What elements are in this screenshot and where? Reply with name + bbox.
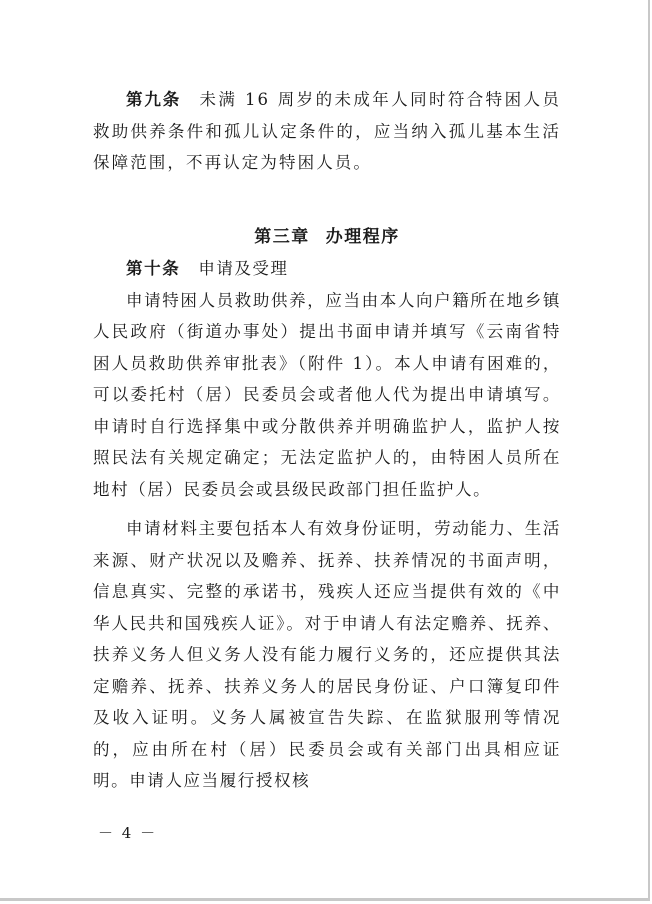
article-10-subtitle: 申请及受理 bbox=[198, 258, 289, 278]
article-9-paragraph bbox=[93, 84, 561, 179]
chapter-number: 第三章 bbox=[254, 226, 310, 247]
article-9-heading: 第九条 bbox=[126, 90, 182, 109]
article-10-paragraph-1: 申请特困人员救助供养，应当由本人向户籍所在地乡镇人民政府（街道办事处）提出书面申请并填写《云南省特困人员救助供养审批表》（附件 1）。本人申请有困难的，可以委托村（居）民委员会或者他人代为提出申请填写。申请时自行选择集中或分散供养并明确监护人，监护人按照民法有关规定确定；无法定监护人的，由特困人员所在地村（居）民委员会或县级民政部门担任监护人。 bbox=[93, 290, 561, 499]
chapter-title: 办理程序 bbox=[325, 226, 400, 247]
article-9-text: 未满 16 周岁的未成年人同时符合特困人员救助供养条件和孤儿认定条件的，应当纳入孤儿基本生活保障范围，不再认定为特困人员。 bbox=[93, 90, 561, 172]
article-10-paragraph-2: 申请材料主要包括本人有效身份证明，劳动能力、生活来源、财产状况以及赡养、抚养、扶养情况的书面声明，信息真实、完整的承诺书，残疾人还应当提供有效的《中华人民共和国残疾人证》。对于申请人有法定赡养、抚养、扶养义务人但义务人没有能力履行义务的，还应提供其法定赡养、抚养、扶养义务人的居民身份证、户口簿复印件及收入证明。义务人属被宣告失踪、在监狱服刑等情况的，应由所在村（居）民委员会或有关部门出具相应证明。申请人应当履行授权核 bbox=[93, 519, 561, 790]
article-10-heading: 第十条 bbox=[126, 258, 181, 278]
chapter-heading bbox=[93, 221, 561, 253]
page-number: － 4 － bbox=[98, 824, 158, 842]
article-10-heading-line bbox=[93, 253, 561, 285]
page-content bbox=[93, 84, 561, 797]
